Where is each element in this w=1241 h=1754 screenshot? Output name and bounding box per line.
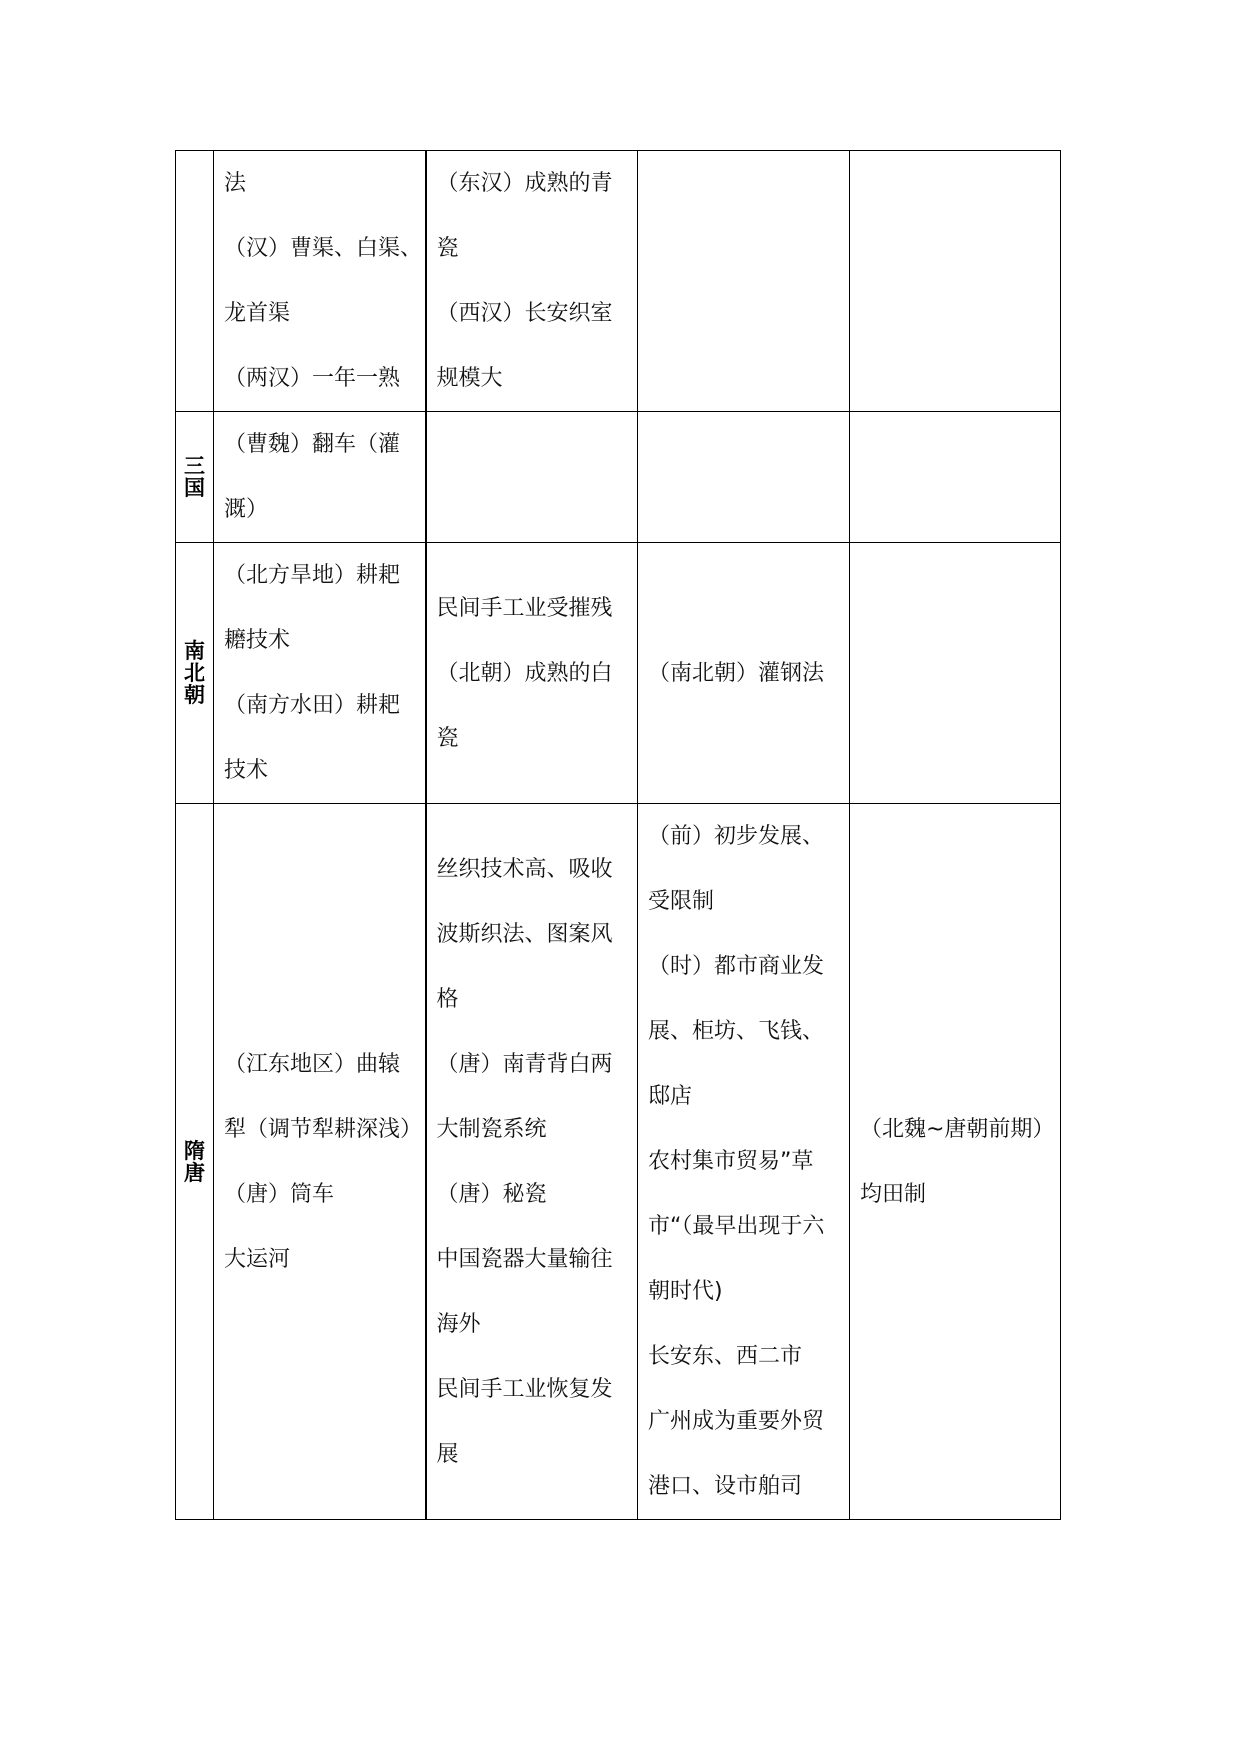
- cell-line: （唐）南青背白两: [436, 1051, 613, 1077]
- cell-line: （江东地区）曲辕: [224, 1051, 401, 1077]
- cell-line: 法: [224, 171, 247, 196]
- land-system-cell: [850, 412, 1061, 543]
- handicraft-cell: [426, 543, 638, 804]
- cell-line: 展、柜坊、飞钱、: [648, 1019, 825, 1044]
- cell-line: 技术: [224, 758, 269, 783]
- agriculture-cell: [214, 543, 426, 804]
- agriculture-cell: [214, 412, 426, 543]
- cell-line: 民间手工业恢复发: [436, 1376, 613, 1402]
- table-body: [176, 151, 1061, 1520]
- cell-line: 市“（最早出现于六: [648, 1214, 825, 1239]
- commerce-cell: [638, 151, 850, 412]
- commerce-cell: [638, 412, 850, 543]
- cell-line: 朝时代): [648, 1279, 723, 1304]
- cell-line: 广州成为重要外贸: [648, 1409, 825, 1434]
- cell-line: （南方水田）耕耙: [224, 693, 401, 718]
- cell-line: （前）初步发展、: [648, 824, 825, 849]
- land-system-cell: [850, 804, 1061, 1520]
- handicraft-cell: [426, 412, 638, 543]
- cell-line: （唐）筒车: [224, 1181, 335, 1207]
- cell-line: 瓷: [436, 236, 459, 261]
- era-cell: [176, 543, 214, 804]
- cell-line: （南北朝）灌钢法: [648, 660, 825, 686]
- cell-line: （北方旱地）耕耙: [224, 563, 401, 588]
- cell-line: 犁（调节犁耕深浅）: [224, 1116, 423, 1142]
- era-cell: [176, 804, 214, 1520]
- era-cell: [176, 412, 214, 543]
- era-label: 隋唐: [184, 1138, 205, 1185]
- cell-line: （汉）曹渠、白渠、: [224, 236, 423, 261]
- cell-line: 均田制: [860, 1181, 927, 1207]
- cell-line: （唐）秘瓷: [436, 1181, 547, 1207]
- cell-line: 瓷: [436, 725, 459, 751]
- table-row: [176, 412, 1061, 543]
- era-label: 三国: [184, 454, 205, 500]
- cell-line: （曹魏）翻车（灌: [224, 432, 401, 457]
- table-row: [176, 804, 1061, 1520]
- era-cell: [176, 151, 214, 412]
- cell-line: 展: [436, 1441, 459, 1467]
- agriculture-cell: [214, 151, 426, 412]
- cell-line: （西汉）长安织室: [436, 301, 613, 326]
- cell-line: 农村集市贸易”草: [648, 1149, 814, 1174]
- commerce-cell: [638, 804, 850, 1520]
- cell-line: （两汉）一年一熟: [224, 366, 401, 391]
- cell-line: 规模大: [436, 366, 503, 391]
- cell-line: （北朝）成熟的白: [436, 660, 613, 686]
- cell-line: 龙首渠: [224, 301, 291, 326]
- cell-line: （北魏~唐朝前期）: [860, 1116, 1055, 1142]
- table-row: [176, 151, 1061, 412]
- cell-line: 波斯织法、图案风: [436, 921, 613, 947]
- cell-line: 中国瓷器大量输往: [436, 1246, 613, 1272]
- commerce-cell: [638, 543, 850, 804]
- cell-line: 受限制: [648, 889, 715, 914]
- cell-line: 港口、设市舶司: [648, 1474, 803, 1499]
- agriculture-cell: [214, 804, 426, 1520]
- land-system-cell: [850, 543, 1061, 804]
- cell-line: 耱技术: [224, 628, 291, 653]
- cell-line: 大制瓷系统: [436, 1116, 547, 1142]
- history-table: [175, 150, 1061, 1520]
- table-row: [176, 543, 1061, 804]
- cell-line: （时）都市商业发: [648, 954, 825, 979]
- cell-line: 邸店: [648, 1084, 693, 1109]
- handicraft-cell: [426, 151, 638, 412]
- cell-line: 丝织技术高、吸收: [436, 856, 613, 882]
- cell-line: 格: [436, 986, 459, 1012]
- land-system-cell: [850, 151, 1061, 412]
- cell-line: 长安东、西二市: [648, 1344, 803, 1369]
- cell-line: （东汉）成熟的青: [436, 171, 613, 196]
- cell-line: 大运河: [224, 1246, 291, 1272]
- cell-line: 海外: [436, 1311, 481, 1337]
- cell-line: 溉）: [224, 497, 269, 522]
- handicraft-cell: [426, 804, 638, 1520]
- era-label: 南北朝: [184, 639, 205, 707]
- cell-line: 民间手工业受摧残: [436, 595, 613, 621]
